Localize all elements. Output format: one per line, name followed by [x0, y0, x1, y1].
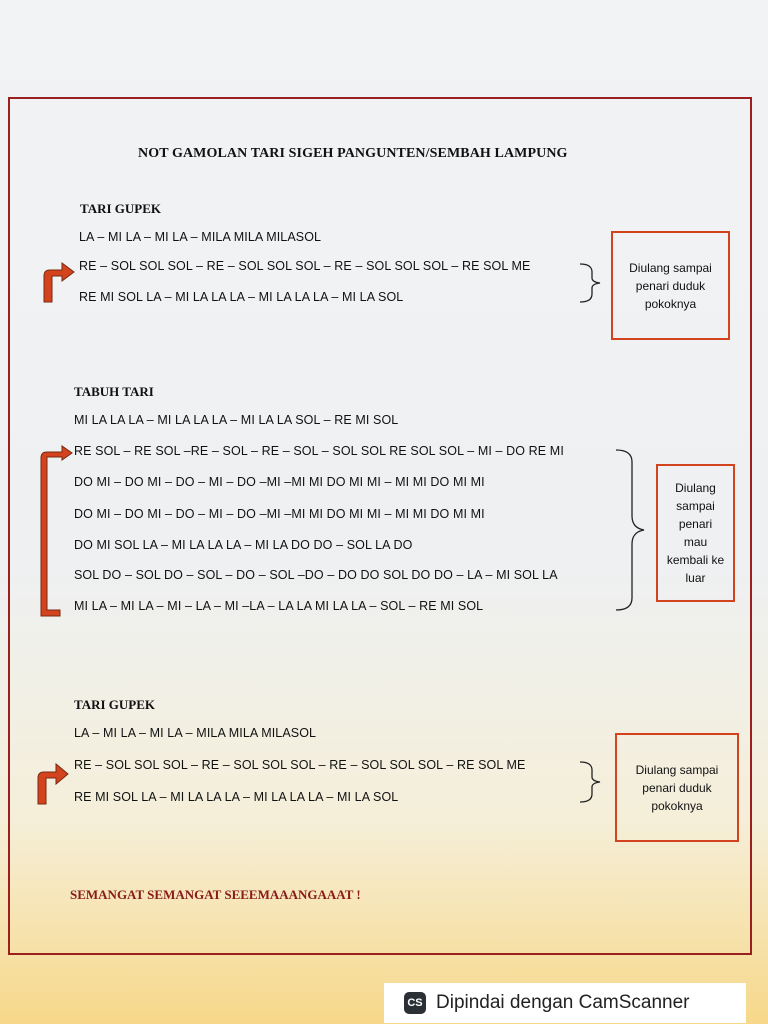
notation-line: DO MI – DO MI – DO – MI – DO –MI –MI MI DO MI MI – MI MI DO MI MI	[74, 475, 485, 489]
notation-line: RE SOL – RE SOL –RE – SOL – RE – SOL – SOL SOL RE SOL SOL – MI – DO RE MI	[74, 444, 564, 458]
notation-line: MI LA LA LA – MI LA LA LA – MI LA LA SOL – RE MI SOL	[74, 413, 399, 427]
repeat-arrow-icon	[38, 258, 78, 306]
repeat-note-box: Diulang sampai penari duduk pokoknya	[611, 231, 730, 340]
camscanner-badge	[384, 983, 746, 1023]
notation-line: DO MI – DO MI – DO – MI – DO –MI –MI MI DO MI MI – MI MI DO MI MI	[74, 507, 485, 521]
closing-text: SEMANGAT SEMANGAT SEEEMAAANGAAAT !	[70, 887, 361, 902]
notation-line: RE MI SOL LA – MI LA LA LA – MI LA LA LA – MI LA SOL	[74, 790, 399, 804]
section-heading-tari-gupek: TARI GUPEK	[80, 201, 162, 216]
section-heading-tari-gupek: TARI GUPEK	[74, 697, 156, 712]
repeat-note-box: Diulang sampai penari duduk pokoknya	[615, 733, 739, 842]
notation-line: SOL DO – SOL DO – SOL – DO – SOL –DO – DO DO SOL DO DO – LA – MI SOL LA	[74, 568, 558, 582]
camscanner-text: Dipindai dengan CamScanner	[436, 992, 690, 1013]
notation-line: RE – SOL SOL SOL – RE – SOL SOL SOL – RE – SOL SOL SOL – RE SOL ME	[79, 259, 531, 273]
repeat-note-box: Diulang sampai penari mau kembali ke luar	[656, 464, 735, 602]
notation-line: MI LA – MI LA – MI – LA – MI –LA – LA LA MI LA LA – SOL – RE MI SOL	[74, 599, 484, 613]
brace-icon	[578, 760, 608, 804]
section-heading-tabuh-tari: TABUH TARI	[74, 384, 154, 399]
notation-line: LA – MI LA – MI LA – MILA MILA MILASOL	[74, 726, 317, 740]
brace-icon	[614, 448, 654, 614]
repeat-bracket-arrow-icon	[36, 440, 76, 620]
notation-line: RE – SOL SOL SOL – RE – SOL SOL SOL – RE – SOL SOL SOL – RE SOL ME	[74, 758, 526, 772]
brace-icon	[578, 262, 608, 304]
notation-line: LA – MI LA – MI LA – MILA MILA MILASOL	[79, 230, 322, 244]
camscanner-logo-icon: CS	[404, 992, 426, 1014]
repeat-arrow-icon	[32, 758, 72, 808]
notation-line: DO MI SOL LA – MI LA LA LA – MI LA DO DO – SOL LA DO	[74, 538, 413, 552]
page-title: NOT GAMOLAN TARI SIGEH PANGUNTEN/SEMBAH LAMPUNG	[138, 146, 568, 161]
notation-line: RE MI SOL LA – MI LA LA LA – MI LA LA LA – MI LA SOL	[79, 290, 404, 304]
